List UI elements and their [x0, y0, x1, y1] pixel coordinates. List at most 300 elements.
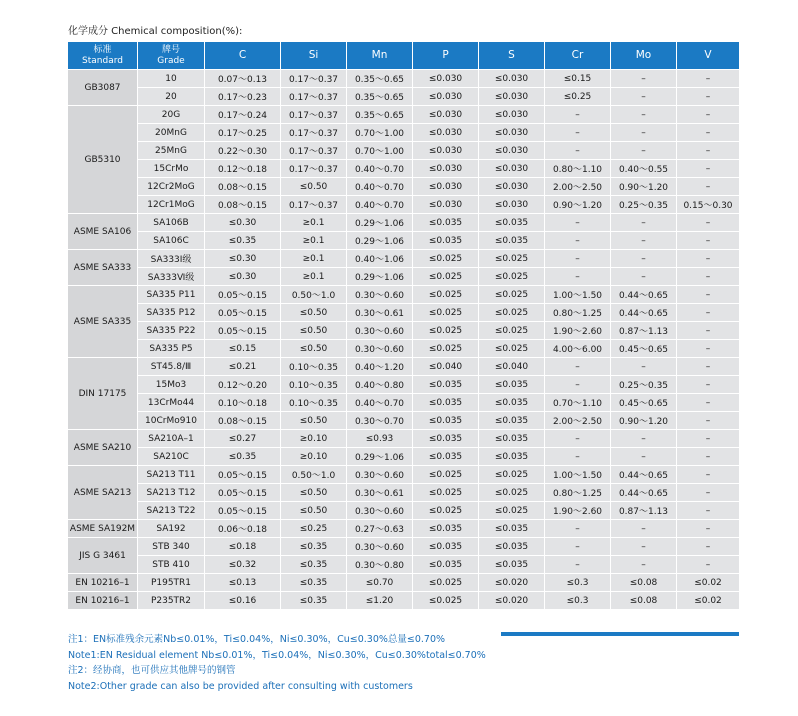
header-standard-en: Standard [82, 55, 123, 66]
p-cell: ≤0.025 [413, 250, 479, 268]
p-cell: ≤0.040 [413, 358, 479, 376]
c-cell: ≤0.18 [205, 538, 281, 556]
header-element-si: Si [281, 42, 347, 70]
mo-cell: – [611, 88, 677, 106]
mn-cell: 0.40～0.80 [347, 376, 413, 394]
c-cell: 0.05～0.15 [205, 286, 281, 304]
s-cell: ≤0.025 [479, 250, 545, 268]
mn-cell: 0.70～1.00 [347, 124, 413, 142]
p-cell: ≤0.025 [413, 484, 479, 502]
p-cell: ≤0.035 [413, 376, 479, 394]
mn-cell: 0.40～1.20 [347, 358, 413, 376]
s-cell: ≤0.030 [479, 142, 545, 160]
cr-cell: 1.00～1.50 [545, 286, 611, 304]
v-cell: – [677, 466, 740, 484]
mn-cell: 0.40～0.70 [347, 178, 413, 196]
table-row [68, 466, 740, 484]
note-1-cn: 注1：EN标准残余元素Nb≤0.01%，Ti≤0.04%，Ni≤0.30%，Cu≤0.30%总量≤0.70% [68, 634, 446, 645]
cr-cell: 1.90～2.60 [545, 322, 611, 340]
s-cell: ≤0.030 [479, 160, 545, 178]
table-row [68, 502, 740, 520]
s-cell: ≤0.035 [479, 394, 545, 412]
v-cell: – [677, 268, 740, 286]
v-cell: ≤0.02 [677, 592, 740, 610]
s-cell: ≤0.025 [479, 268, 545, 286]
p-cell: ≤0.025 [413, 322, 479, 340]
v-cell: – [677, 106, 740, 124]
cr-cell: 0.80～1.10 [545, 160, 611, 178]
mn-cell: 0.40～1.06 [347, 250, 413, 268]
si-cell: 0.17～0.37 [281, 196, 347, 214]
header-grade-en: Grade [157, 55, 185, 66]
s-cell: ≤0.035 [479, 556, 545, 574]
c-cell: 0.05～0.15 [205, 466, 281, 484]
si-cell: ≤0.25 [281, 520, 347, 538]
mo-cell: – [611, 106, 677, 124]
table-row [68, 160, 740, 178]
c-cell: 0.17～0.24 [205, 106, 281, 124]
si-cell: 0.50～1.0 [281, 286, 347, 304]
standard-cell: JIS G 3461 [68, 538, 138, 574]
v-cell: – [677, 142, 740, 160]
cr-cell: – [545, 268, 611, 286]
mn-cell: 0.29～1.06 [347, 268, 413, 286]
v-cell: – [677, 376, 740, 394]
s-cell: ≤0.035 [479, 538, 545, 556]
mn-cell: 0.30～0.61 [347, 304, 413, 322]
c-cell: 0.08～0.15 [205, 412, 281, 430]
table-row [68, 340, 740, 358]
mn-cell: 0.30～0.60 [347, 538, 413, 556]
si-cell: ≥0.1 [281, 268, 347, 286]
mo-cell: – [611, 232, 677, 250]
cr-cell: – [545, 358, 611, 376]
si-cell: ≥0.10 [281, 430, 347, 448]
v-cell: – [677, 412, 740, 430]
cr-cell: – [545, 520, 611, 538]
c-cell: 0.10～0.18 [205, 394, 281, 412]
mo-cell: 0.44～0.65 [611, 484, 677, 502]
v-cell: – [677, 214, 740, 232]
p-cell: ≤0.030 [413, 178, 479, 196]
s-cell: ≤0.025 [479, 322, 545, 340]
c-cell: ≤0.13 [205, 574, 281, 592]
cr-cell: ≤0.25 [545, 88, 611, 106]
table-row [68, 556, 740, 574]
mo-cell: 0.44～0.65 [611, 304, 677, 322]
c-cell: 0.05～0.15 [205, 304, 281, 322]
si-cell: ≤0.35 [281, 538, 347, 556]
c-cell: 0.06～0.18 [205, 520, 281, 538]
standard-cell: ASME SA210 [68, 430, 138, 466]
si-cell: ≥0.1 [281, 214, 347, 232]
mn-cell: 0.35～0.65 [347, 106, 413, 124]
v-cell: – [677, 502, 740, 520]
c-cell: ≤0.15 [205, 340, 281, 358]
p-cell: ≤0.035 [413, 232, 479, 250]
cr-cell: – [545, 214, 611, 232]
s-cell: ≤0.035 [479, 520, 545, 538]
standard-cell: DIN 17175 [68, 358, 138, 430]
si-cell: ≤0.50 [281, 340, 347, 358]
mn-cell: 0.29～1.06 [347, 448, 413, 466]
mn-cell: 0.27～0.63 [347, 520, 413, 538]
mn-cell: 0.30～0.60 [347, 340, 413, 358]
mo-cell: – [611, 124, 677, 142]
table-row [68, 178, 740, 196]
si-cell: ≤0.35 [281, 574, 347, 592]
standard-cell: ASME SA213 [68, 466, 138, 520]
v-cell: – [677, 538, 740, 556]
mn-cell: 0.40～0.70 [347, 394, 413, 412]
si-cell: 0.17～0.37 [281, 160, 347, 178]
si-cell: ≥0.10 [281, 448, 347, 466]
cr-cell: – [545, 232, 611, 250]
table-row [68, 232, 740, 250]
s-cell: ≤0.025 [479, 304, 545, 322]
si-cell: ≥0.1 [281, 250, 347, 268]
page-title: 化学成分 Chemical composition(%): [68, 26, 243, 37]
v-cell: – [677, 340, 740, 358]
s-cell: ≤0.020 [479, 574, 545, 592]
grade-cell: 10 [138, 70, 205, 88]
s-cell: ≤0.035 [479, 214, 545, 232]
c-cell: ≤0.30 [205, 214, 281, 232]
table-row [68, 412, 740, 430]
mn-cell: 0.30～0.60 [347, 322, 413, 340]
c-cell: 0.17～0.23 [205, 88, 281, 106]
s-cell: ≤0.025 [479, 286, 545, 304]
mn-cell: ≤0.70 [347, 574, 413, 592]
table-row [68, 376, 740, 394]
s-cell: ≤0.035 [479, 376, 545, 394]
mo-cell: 0.87～1.13 [611, 502, 677, 520]
p-cell: ≤0.030 [413, 196, 479, 214]
note-2-en: Note2:Other grade can also be provided after consulting with customers [68, 680, 413, 692]
si-cell: ≤0.50 [281, 502, 347, 520]
mo-cell: ≤0.08 [611, 574, 677, 592]
table-row [68, 304, 740, 322]
si-cell: 0.17～0.37 [281, 70, 347, 88]
grade-cell: SA335 P11 [138, 286, 205, 304]
mn-cell: 0.30～0.60 [347, 466, 413, 484]
mn-cell: 0.29～1.06 [347, 232, 413, 250]
standard-cell: GB3087 [68, 70, 138, 106]
v-cell: – [677, 250, 740, 268]
cr-cell: – [545, 376, 611, 394]
si-cell: 0.50～1.0 [281, 466, 347, 484]
cr-cell: – [545, 250, 611, 268]
standard-cell: ASME SA335 [68, 286, 138, 358]
cr-cell: ≤0.3 [545, 574, 611, 592]
p-cell: ≤0.035 [413, 394, 479, 412]
v-cell: – [677, 160, 740, 178]
standard-cell: EN 10216–1 [68, 592, 138, 610]
table-row [68, 124, 740, 142]
cr-cell: – [545, 430, 611, 448]
v-cell: – [677, 448, 740, 466]
cr-cell: – [545, 538, 611, 556]
cr-cell: 0.70～1.10 [545, 394, 611, 412]
mn-cell: 0.70～1.00 [347, 142, 413, 160]
header-grade-cn: 牌号 [161, 44, 180, 55]
standard-cell: ASME SA106 [68, 214, 138, 250]
mo-cell: – [611, 358, 677, 376]
mo-cell: 0.45～0.65 [611, 394, 677, 412]
si-cell: 0.17～0.37 [281, 106, 347, 124]
si-cell: 0.10～0.35 [281, 358, 347, 376]
grade-cell: 20 [138, 88, 205, 106]
s-cell: ≤0.035 [479, 412, 545, 430]
table-row [68, 268, 740, 286]
mo-cell: 0.87～1.13 [611, 322, 677, 340]
grade-cell: P195TR1 [138, 574, 205, 592]
header-element-mn: Mn [347, 42, 413, 70]
standard-cell: GB5310 [68, 106, 138, 214]
grade-cell: 15Mo3 [138, 376, 205, 394]
grade-cell: 10CrMo910 [138, 412, 205, 430]
si-cell: 0.17～0.37 [281, 142, 347, 160]
s-cell: ≤0.025 [479, 466, 545, 484]
c-cell: ≤0.27 [205, 430, 281, 448]
s-cell: ≤0.040 [479, 358, 545, 376]
mn-cell: 0.30～0.60 [347, 502, 413, 520]
table-row [68, 106, 740, 124]
p-cell: ≤0.030 [413, 106, 479, 124]
grade-cell: SA333Ⅵ级 [138, 268, 205, 286]
mo-cell: – [611, 142, 677, 160]
standard-cell: ASME SA333 [68, 250, 138, 286]
grade-cell: P235TR2 [138, 592, 205, 610]
s-cell: ≤0.025 [479, 484, 545, 502]
s-cell: ≤0.025 [479, 340, 545, 358]
table-row [68, 142, 740, 160]
c-cell: 0.12～0.20 [205, 376, 281, 394]
mn-cell: 0.40～0.70 [347, 196, 413, 214]
c-cell: 0.05～0.15 [205, 484, 281, 502]
table-row [68, 448, 740, 466]
si-cell: 0.10～0.35 [281, 394, 347, 412]
p-cell: ≤0.025 [413, 592, 479, 610]
v-cell: – [677, 520, 740, 538]
v-cell: – [677, 322, 740, 340]
header-element-v: V [677, 42, 740, 70]
si-cell: ≤0.35 [281, 556, 347, 574]
table-row [68, 574, 740, 592]
table-row [68, 322, 740, 340]
grade-cell: SA210C [138, 448, 205, 466]
s-cell: ≤0.035 [479, 430, 545, 448]
s-cell: ≤0.030 [479, 70, 545, 88]
header-element-c: C [205, 42, 281, 70]
v-cell: – [677, 232, 740, 250]
p-cell: ≤0.030 [413, 70, 479, 88]
s-cell: ≤0.030 [479, 196, 545, 214]
cr-cell: – [545, 106, 611, 124]
v-cell: – [677, 286, 740, 304]
table-row [68, 286, 740, 304]
si-cell: ≥0.1 [281, 232, 347, 250]
table-row [68, 520, 740, 538]
si-cell: ≤0.50 [281, 304, 347, 322]
table-row [68, 88, 740, 106]
p-cell: ≤0.025 [413, 286, 479, 304]
si-cell: 0.17～0.37 [281, 88, 347, 106]
grade-cell: ST45.8/Ⅲ [138, 358, 205, 376]
mo-cell: – [611, 214, 677, 232]
p-cell: ≤0.035 [413, 520, 479, 538]
header-element-p: P [413, 42, 479, 70]
cr-cell: ≤0.3 [545, 592, 611, 610]
v-cell: – [677, 304, 740, 322]
mo-cell: ≤0.08 [611, 592, 677, 610]
table-row [68, 196, 740, 214]
cr-cell: – [545, 448, 611, 466]
mo-cell: – [611, 556, 677, 574]
header-standard-cn: 标准 [93, 44, 112, 55]
p-cell: ≤0.025 [413, 340, 479, 358]
s-cell: ≤0.030 [479, 88, 545, 106]
mo-cell: – [611, 268, 677, 286]
grade-cell: SA335 P5 [138, 340, 205, 358]
grade-cell: STB 410 [138, 556, 205, 574]
mn-cell: ≤1.20 [347, 592, 413, 610]
v-cell: 0.15～0.30 [677, 196, 740, 214]
si-cell: 0.10～0.35 [281, 376, 347, 394]
p-cell: ≤0.035 [413, 448, 479, 466]
grade-cell: SA192 [138, 520, 205, 538]
mn-cell: 0.30～0.80 [347, 556, 413, 574]
si-cell: ≤0.50 [281, 178, 347, 196]
si-cell: ≤0.35 [281, 592, 347, 610]
p-cell: ≤0.035 [413, 556, 479, 574]
table-row [68, 592, 740, 610]
mo-cell: – [611, 250, 677, 268]
p-cell: ≤0.035 [413, 538, 479, 556]
c-cell: ≤0.35 [205, 232, 281, 250]
grade-cell: 12Cr1MoG [138, 196, 205, 214]
note-1-en: Note1:EN Residual element Nb≤0.01%，Ti≤0.04%，Ni≤0.30%，Cu≤0.30%total≤0.70% [68, 649, 486, 661]
si-cell: ≤0.50 [281, 484, 347, 502]
v-cell: – [677, 88, 740, 106]
p-cell: ≤0.030 [413, 160, 479, 178]
standard-cell: EN 10216–1 [68, 574, 138, 592]
mn-cell: 0.35～0.65 [347, 88, 413, 106]
header-element-s: S [479, 42, 545, 70]
mo-cell: 0.25～0.35 [611, 376, 677, 394]
mn-cell: 0.30～0.60 [347, 286, 413, 304]
grade-cell: 20G [138, 106, 205, 124]
v-cell: – [677, 178, 740, 196]
grade-cell: 13CrMo44 [138, 394, 205, 412]
p-cell: ≤0.035 [413, 412, 479, 430]
c-cell: ≤0.30 [205, 250, 281, 268]
c-cell: 0.12～0.18 [205, 160, 281, 178]
cr-cell: 4.00～6.00 [545, 340, 611, 358]
grade-cell: SA213 T22 [138, 502, 205, 520]
cr-cell: ≤0.15 [545, 70, 611, 88]
p-cell: ≤0.025 [413, 466, 479, 484]
standard-cell: ASME SA192M [68, 520, 138, 538]
mo-cell: 0.25～0.35 [611, 196, 677, 214]
mo-cell: – [611, 538, 677, 556]
v-cell: – [677, 484, 740, 502]
cr-cell: 1.90～2.60 [545, 502, 611, 520]
s-cell: ≤0.035 [479, 232, 545, 250]
table-row [68, 214, 740, 232]
c-cell: 0.07～0.13 [205, 70, 281, 88]
grade-cell: 15CrMo [138, 160, 205, 178]
mn-cell: 0.35～0.65 [347, 70, 413, 88]
p-cell: ≤0.030 [413, 124, 479, 142]
v-cell: – [677, 124, 740, 142]
table-row [68, 484, 740, 502]
grade-cell: SA333Ⅰ级 [138, 250, 205, 268]
mn-cell: ≤0.93 [347, 430, 413, 448]
mo-cell: – [611, 520, 677, 538]
grade-cell: SA213 T12 [138, 484, 205, 502]
grade-cell: SA210A–1 [138, 430, 205, 448]
mo-cell: – [611, 430, 677, 448]
c-cell: 0.05～0.15 [205, 502, 281, 520]
grade-cell: SA213 T11 [138, 466, 205, 484]
grade-cell: SA335 P22 [138, 322, 205, 340]
p-cell: ≤0.035 [413, 214, 479, 232]
table-row [68, 70, 740, 88]
cr-cell: 2.00～2.50 [545, 178, 611, 196]
grade-cell: 12Cr2MoG [138, 178, 205, 196]
note-2-cn: 注2：经协商，也可供应其他牌号的钢管 [68, 665, 236, 676]
mo-cell: – [611, 70, 677, 88]
grade-cell: SA335 P12 [138, 304, 205, 322]
p-cell: ≤0.025 [413, 574, 479, 592]
v-cell: – [677, 358, 740, 376]
c-cell: 0.05～0.15 [205, 322, 281, 340]
cr-cell: 1.00～1.50 [545, 466, 611, 484]
c-cell: ≤0.21 [205, 358, 281, 376]
header-standard [68, 42, 138, 70]
si-cell: ≤0.50 [281, 322, 347, 340]
v-cell: ≤0.02 [677, 574, 740, 592]
cr-cell: – [545, 556, 611, 574]
header-element-cr: Cr [545, 42, 611, 70]
v-cell: – [677, 556, 740, 574]
c-cell: ≤0.30 [205, 268, 281, 286]
mn-cell: 0.30～0.61 [347, 484, 413, 502]
mn-cell: 0.30～0.70 [347, 412, 413, 430]
mn-cell: 0.29～1.06 [347, 214, 413, 232]
table-row [68, 538, 740, 556]
mo-cell: 0.90～1.20 [611, 412, 677, 430]
grade-cell: 20MnG [138, 124, 205, 142]
table-body [68, 70, 740, 610]
cr-cell: 0.80～1.25 [545, 484, 611, 502]
table-row [68, 430, 740, 448]
c-cell: ≤0.35 [205, 448, 281, 466]
p-cell: ≤0.030 [413, 142, 479, 160]
cr-cell: 0.80～1.25 [545, 304, 611, 322]
mo-cell: 0.90～1.20 [611, 178, 677, 196]
table-header-row [68, 42, 740, 70]
grade-cell: 25MnG [138, 142, 205, 160]
table-row [68, 358, 740, 376]
v-cell: – [677, 70, 740, 88]
cr-cell: – [545, 124, 611, 142]
s-cell: ≤0.030 [479, 178, 545, 196]
p-cell: ≤0.035 [413, 430, 479, 448]
mo-cell: 0.40～0.55 [611, 160, 677, 178]
s-cell: ≤0.025 [479, 502, 545, 520]
